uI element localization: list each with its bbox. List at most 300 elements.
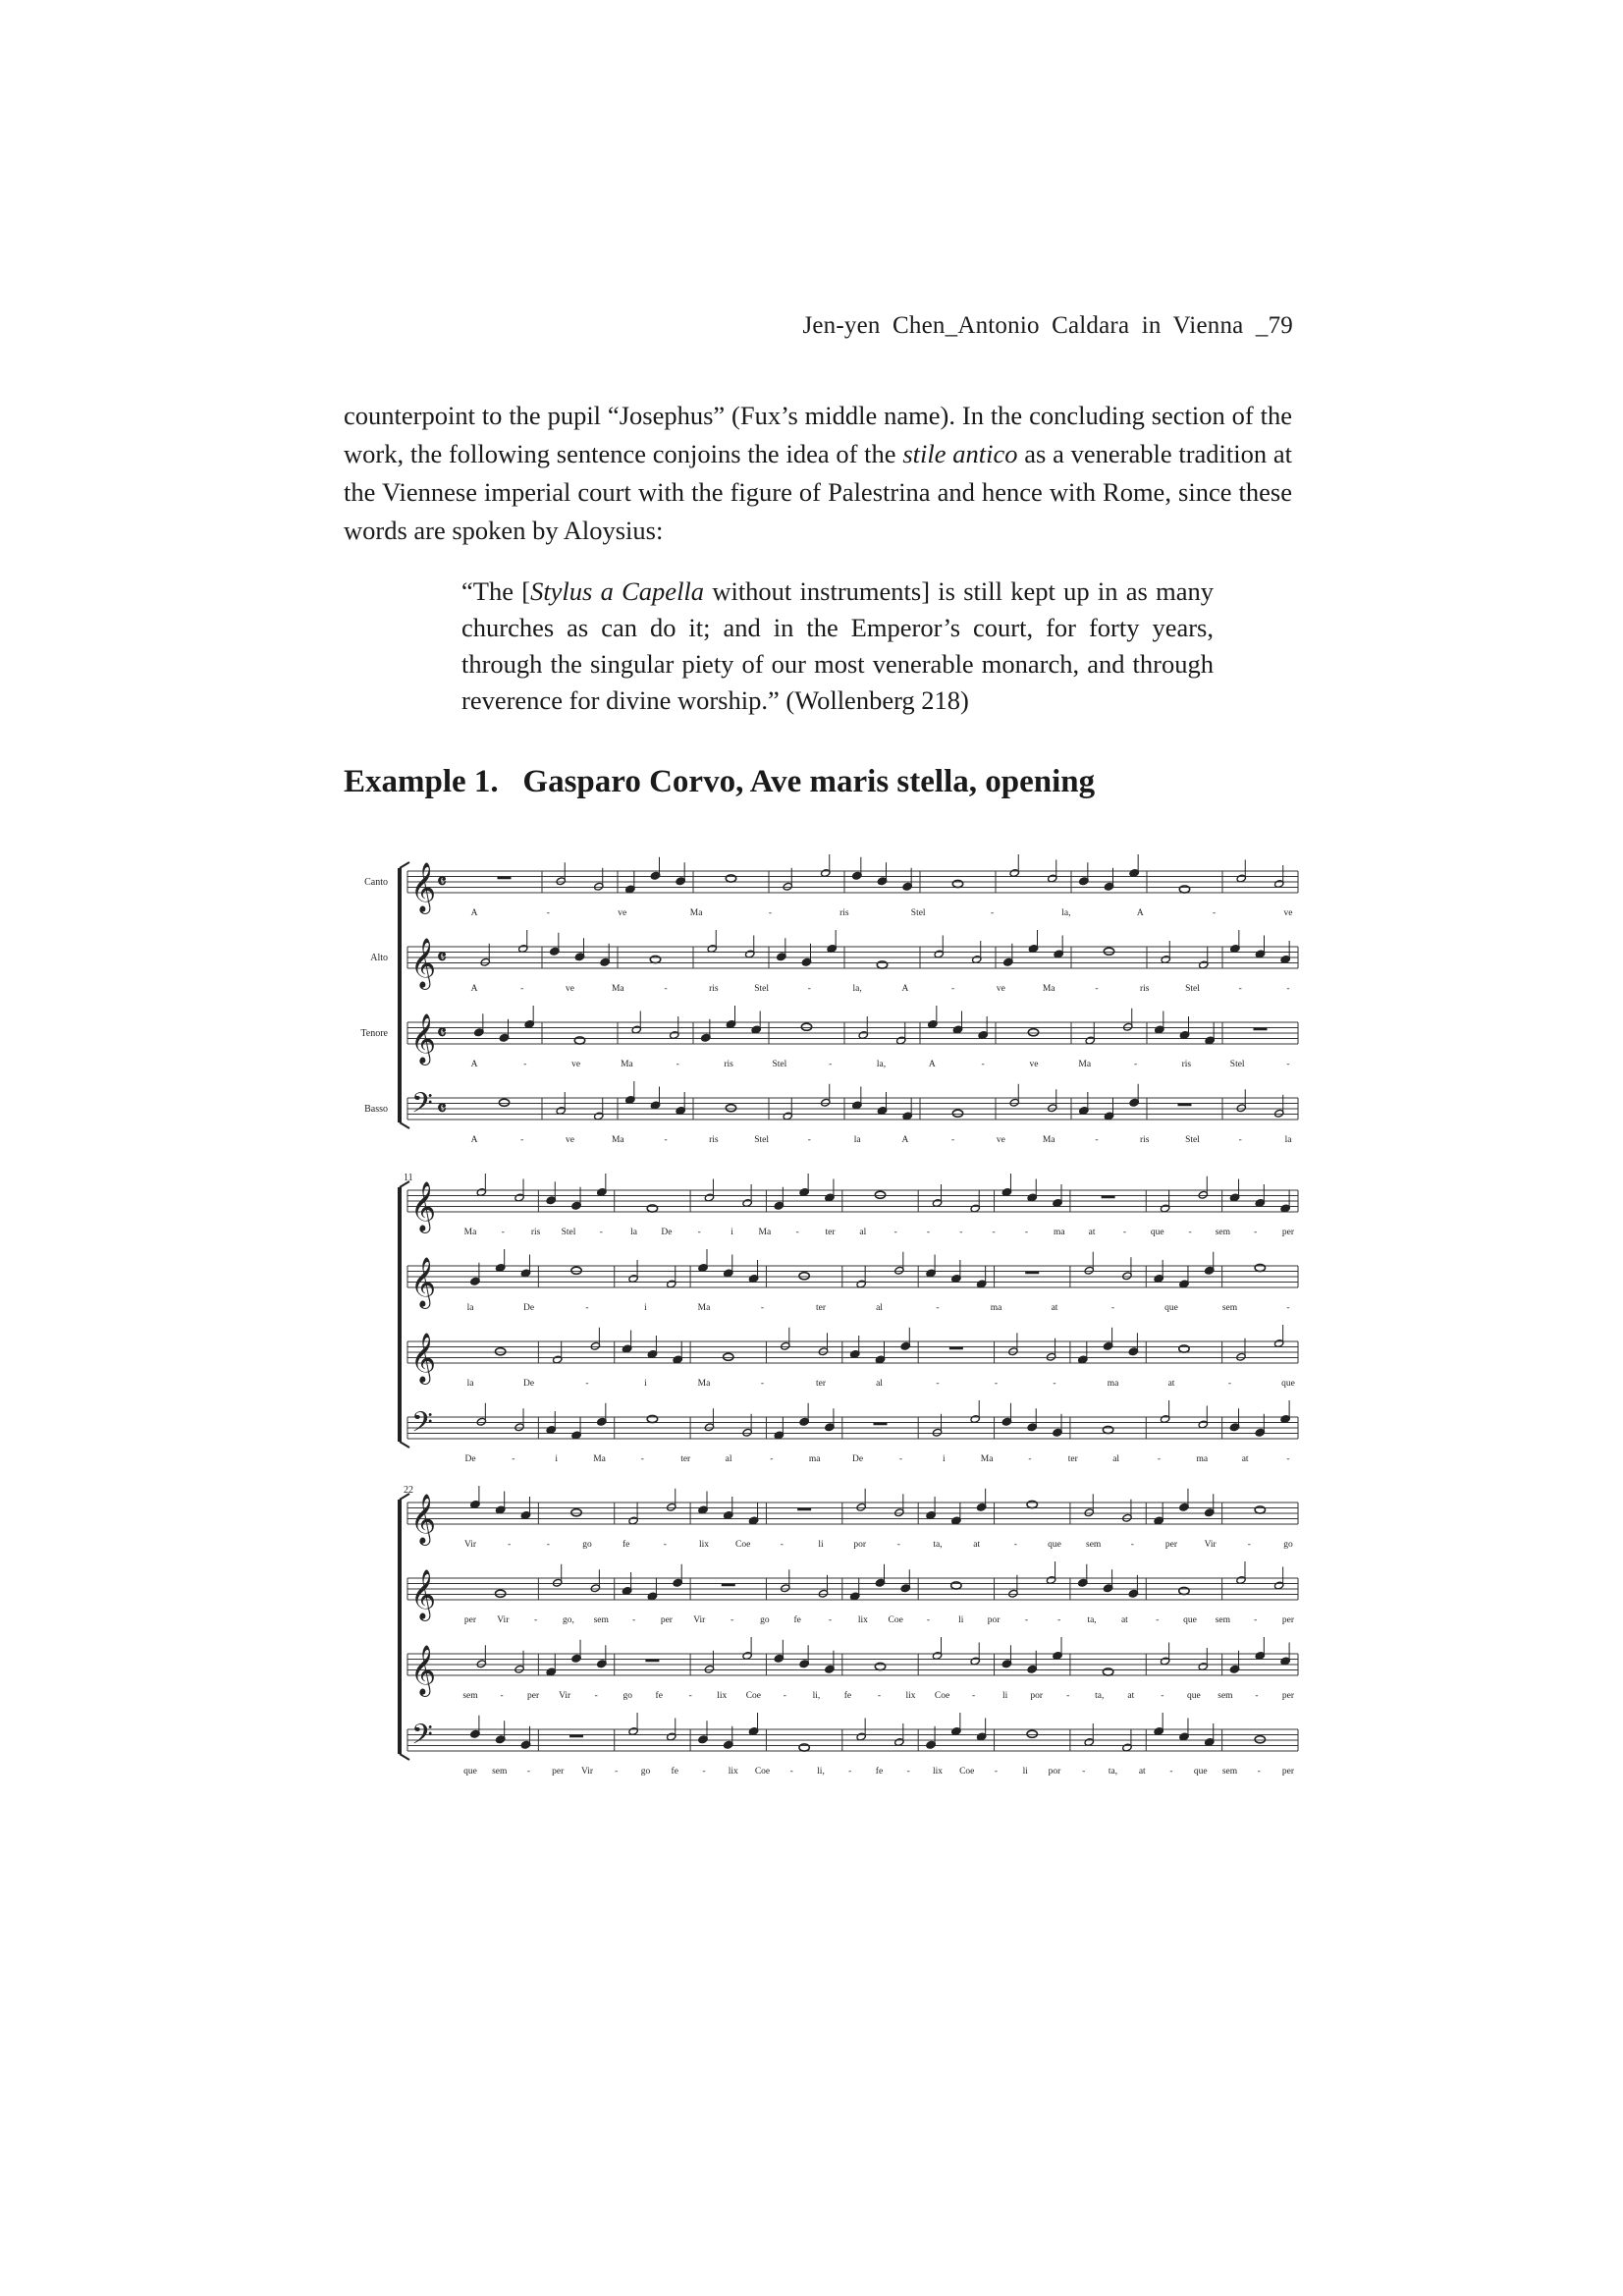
lyric-syllable: Vir — [693, 1615, 706, 1625]
lyric-syllable: lix — [905, 1691, 916, 1701]
lyric-syllable: i — [730, 1228, 733, 1237]
whole-note — [1104, 948, 1113, 955]
lyric-syllable: li — [1022, 1767, 1028, 1777]
lyric-syllable: ris — [530, 1228, 541, 1237]
rest — [1102, 1196, 1115, 1199]
lyric-syllable: - — [789, 1767, 793, 1777]
lyric-syllable: ve — [566, 1135, 575, 1145]
lyric-syllable: ma — [990, 1303, 1002, 1313]
lyric-syllable: ta, — [933, 1540, 943, 1550]
lyric-syllable: - — [992, 1228, 996, 1237]
example-title: Gasparo Corvo, Ave maris stella, opening — [522, 764, 1096, 799]
lyric-syllable: ve — [996, 984, 1005, 994]
rest — [1025, 1272, 1039, 1275]
lyric-syllable: Vir — [463, 1540, 477, 1550]
lyric-syllable: ris — [839, 908, 849, 918]
lyric-syllable: - — [599, 1228, 603, 1237]
lyric-syllable: fe — [875, 1767, 884, 1777]
whole-note — [952, 880, 962, 887]
rest — [645, 1660, 659, 1663]
lyric-syllable: Ma — [593, 1454, 606, 1464]
lyric-syllable: al — [876, 1379, 883, 1389]
lyric-syllable: ris — [709, 984, 719, 994]
paragraph-text-2: as a venerable tradition at the Viennese imperial court with the figure of Palestrina and hence with Rome, since these words are spoken by Aloysius: — [344, 439, 1293, 545]
lyric-syllable: ris — [709, 1135, 719, 1145]
lyric-syllable: fe — [843, 1691, 852, 1701]
rest — [874, 1423, 888, 1426]
lyric-syllable: - — [1213, 908, 1217, 918]
bass-clef: 𝄢 — [411, 1089, 433, 1125]
quote-text-1: “The [ — [461, 576, 531, 606]
whole-note — [495, 1590, 505, 1597]
lyric-syllable: - — [829, 1060, 833, 1069]
whole-note — [1027, 1501, 1037, 1507]
lyric-syllable: fe — [622, 1540, 630, 1550]
time-signature: 𝄴 — [437, 1020, 447, 1045]
lyric-syllable: lix — [857, 1615, 868, 1625]
lyric-syllable: lix — [932, 1767, 944, 1777]
lyric-syllable: Ma — [980, 1454, 994, 1464]
lyric-syllable: - — [981, 1060, 985, 1069]
lyric-syllable: - — [1133, 1060, 1138, 1069]
time-signature: 𝄴 — [437, 869, 447, 894]
whole-note — [574, 1037, 584, 1044]
lyric-syllable: la, — [852, 984, 862, 994]
lyric-syllable: la, — [876, 1060, 887, 1069]
rest — [949, 1347, 963, 1350]
lyric-syllable: - — [936, 1303, 940, 1313]
lyric-syllable: - — [1169, 1767, 1173, 1777]
rest — [498, 877, 512, 880]
lyric-syllable: - — [994, 1767, 999, 1777]
lyric-syllable: - — [926, 1615, 931, 1625]
lyric-syllable: per — [552, 1767, 565, 1777]
lyric-syllable: ma — [808, 1454, 821, 1464]
lyric-syllable: A — [901, 1135, 909, 1145]
whole-note — [801, 1023, 811, 1030]
lyric-syllable: - — [1066, 1691, 1070, 1701]
treble-clef: 𝄞 — [410, 1014, 437, 1063]
bass-clef: 𝄢 — [411, 1408, 433, 1445]
lyric-syllable: li, — [817, 1767, 825, 1777]
lyric-syllable: - — [615, 1767, 619, 1777]
lyric-syllable: - — [632, 1615, 636, 1625]
whole-note — [499, 1099, 509, 1106]
lyric-syllable: sem — [593, 1615, 609, 1625]
lyric-syllable: Coe — [888, 1615, 903, 1625]
lyric-syllable: sem — [492, 1767, 508, 1777]
lyric-syllable: - — [760, 1379, 765, 1389]
lyric-syllable: go — [1283, 1540, 1293, 1550]
treble-clef: 𝄞 — [410, 1570, 437, 1618]
lyric-syllable: - — [898, 1454, 903, 1464]
lyric-syllable: - — [697, 1228, 701, 1237]
paragraph-italic-term: stile antico — [902, 439, 1018, 468]
lyric-syllable: li, — [812, 1691, 821, 1701]
treble-clef: 𝄞 — [410, 1258, 437, 1306]
whole-note — [726, 1105, 735, 1112]
bass-clef: 𝄢 — [411, 1721, 433, 1757]
whole-note — [1103, 1426, 1112, 1433]
lyric-syllable: - — [936, 1379, 940, 1389]
lyric-syllable: Coe — [745, 1691, 762, 1701]
lyric-syllable: - — [585, 1303, 589, 1313]
lyric-syllable: sem — [1221, 1303, 1238, 1313]
lyric-syllable: - — [906, 1767, 910, 1777]
lyric-syllable: Ma — [697, 1379, 711, 1389]
voice-name: Basso — [364, 1104, 388, 1115]
lyric-syllable: - — [1024, 1615, 1029, 1625]
lyric-syllable: Stel — [910, 908, 926, 918]
whole-note — [724, 1353, 733, 1360]
whole-note — [1255, 1264, 1265, 1271]
lyric-syllable: Vir — [559, 1691, 571, 1701]
lyric-syllable: - — [770, 1454, 774, 1464]
treble-clef: 𝄞 — [410, 939, 437, 987]
lyric-syllable: la — [1284, 1135, 1292, 1145]
whole-note — [1028, 1029, 1038, 1036]
lyric-syllable: A — [470, 908, 478, 918]
lyric-syllable: que — [1048, 1540, 1061, 1550]
lyric-syllable: la — [466, 1303, 474, 1313]
lyric-syllable: por — [1048, 1767, 1061, 1777]
lyric-syllable: sem — [1221, 1767, 1238, 1777]
lyric-syllable: at — [1167, 1379, 1175, 1389]
lyric-syllable: ma — [1196, 1454, 1209, 1464]
lyric-syllable: sem — [1217, 1691, 1233, 1701]
treble-clef: 𝄞 — [410, 863, 437, 911]
lyric-syllable: - — [1286, 1454, 1290, 1464]
lyric-syllable: - — [1157, 1454, 1162, 1464]
lyric-syllable: De — [522, 1303, 535, 1313]
voice-name: Alto — [370, 953, 388, 963]
paragraph-text-1: counterpoint to the pupil “Josephus” (Fux’s middle name). In the concluding section of the work, the following sentence conjoins the idea of the — [344, 401, 1292, 468]
lyric-syllable: at — [1127, 1691, 1135, 1701]
lyric-syllable: li — [818, 1540, 824, 1550]
lyric-syllable: sem — [1215, 1228, 1231, 1237]
whole-note — [647, 1415, 657, 1422]
lyric-syllable: ter — [815, 1303, 827, 1313]
lyric-syllable: - — [520, 1135, 524, 1145]
lyric-syllable: go — [760, 1615, 770, 1625]
lyric-syllable: li — [958, 1615, 964, 1625]
lyric-syllable: at — [1120, 1615, 1128, 1625]
lyric-syllable: - — [896, 1540, 900, 1550]
lyric-syllable: per — [527, 1691, 540, 1701]
lyric-syllable: De — [661, 1228, 673, 1237]
lyric-syllable: per — [660, 1615, 673, 1625]
lyric-syllable: - — [951, 984, 955, 994]
lyric-syllable: Ma — [689, 908, 703, 918]
lyric-syllable: - — [848, 1767, 852, 1777]
lyric-syllable: - — [1227, 1379, 1232, 1389]
lyric-syllable: sem — [1086, 1540, 1102, 1550]
system-bracket — [400, 1122, 409, 1128]
lyric-syllable: De — [522, 1379, 535, 1389]
lyric-syllable: Stel — [1185, 1135, 1200, 1145]
lyric-syllable: A — [1136, 908, 1144, 918]
system-bracket — [400, 1442, 409, 1448]
lyric-syllable: por — [1030, 1691, 1044, 1701]
lyric-syllable: - — [1013, 1540, 1017, 1550]
lyric-syllable: que — [1183, 1615, 1197, 1625]
voice-name: Canto — [364, 877, 388, 888]
lyric-syllable: - — [1257, 1767, 1261, 1777]
lyric-syllable: Ma — [697, 1303, 711, 1313]
lyric-syllable: lix — [728, 1767, 738, 1777]
lyric-syllable: - — [783, 1691, 786, 1701]
lyric-syllable: Coe — [934, 1691, 950, 1701]
whole-note — [1255, 1506, 1265, 1513]
system-bracket — [400, 1754, 409, 1760]
lyric-syllable: ve — [571, 1060, 581, 1069]
treble-clef: 𝄞 — [410, 1646, 437, 1694]
lyric-syllable: Coe — [959, 1767, 975, 1777]
lyric-syllable: lix — [717, 1691, 728, 1701]
lyric-syllable: que — [463, 1767, 477, 1777]
example-label: Example 1. — [344, 764, 499, 799]
lyric-syllable: - — [1188, 1228, 1192, 1237]
whole-note — [647, 1205, 657, 1212]
lyric-syllable: i — [644, 1303, 647, 1313]
measure-number: 11 — [404, 1173, 413, 1183]
whole-note — [952, 1110, 962, 1117]
rest — [569, 1735, 583, 1738]
lyric-syllable: la — [466, 1379, 474, 1389]
whole-note — [875, 1663, 885, 1669]
lyric-syllable: li — [1002, 1691, 1008, 1701]
lyric-syllable: al — [1112, 1454, 1120, 1464]
lyric-syllable: A — [470, 984, 478, 994]
lyric-syllable: per — [463, 1615, 477, 1625]
lyric-syllable: ris — [1181, 1060, 1192, 1069]
whole-note — [1255, 1736, 1265, 1743]
lyric-syllable: ve — [618, 908, 627, 918]
voice-name: Tenore — [360, 1028, 388, 1039]
whole-note — [1179, 886, 1189, 893]
lyric-syllable: ma — [1053, 1228, 1065, 1237]
lyric-syllable: per — [1164, 1540, 1178, 1550]
lyric-syllable: - — [1082, 1767, 1086, 1777]
lyric-syllable: Ma — [1078, 1060, 1092, 1069]
lyric-syllable: - — [972, 1691, 976, 1701]
lyric-syllable: - — [1161, 1691, 1164, 1701]
lyric-syllable: - — [1028, 1454, 1032, 1464]
whole-note — [1027, 1730, 1037, 1737]
lyric-syllable: per — [1281, 1615, 1295, 1625]
lyric-syllable: - — [676, 1060, 679, 1069]
lyric-syllable: al — [725, 1454, 732, 1464]
lyric-syllable: Stel — [754, 1135, 769, 1145]
lyric-syllable: fe — [671, 1767, 678, 1777]
lyric-syllable: - — [664, 1135, 668, 1145]
lyric-syllable: - — [585, 1379, 589, 1389]
time-signature: 𝄴 — [437, 945, 447, 969]
whole-note — [877, 961, 887, 968]
lyric-syllable: ve — [566, 984, 575, 994]
lyric-syllable: la — [853, 1135, 861, 1145]
lyric-syllable: - — [1053, 1379, 1056, 1389]
lyric-syllable: Coe — [735, 1540, 751, 1550]
lyric-syllable: ta, — [1108, 1767, 1118, 1777]
lyric-syllable: ter — [815, 1379, 827, 1389]
lyric-syllable: - — [1130, 1540, 1134, 1550]
lyric-syllable: la — [630, 1228, 638, 1237]
lyric-syllable: - — [1238, 1135, 1242, 1145]
lyric-syllable: ve — [1029, 1060, 1039, 1069]
lyric-syllable: - — [594, 1691, 598, 1701]
lyric-syllable: go, — [563, 1615, 574, 1625]
lyric-syllable: - — [1238, 984, 1242, 994]
lyric-syllable: ris — [1139, 1135, 1150, 1145]
lyric-syllable: per — [1281, 1691, 1295, 1701]
lyric-syllable: per — [1281, 1228, 1295, 1237]
treble-clef: 𝄞 — [410, 1334, 437, 1382]
lyric-syllable: i — [644, 1379, 647, 1389]
running-head: Jen-yen Chen_Antonio Caldara in Vienna _79 — [802, 312, 1293, 339]
lyric-syllable: A — [470, 1060, 478, 1069]
lyric-syllable: at — [1051, 1303, 1058, 1313]
lyric-syllable: - — [688, 1691, 692, 1701]
whole-note — [1179, 1345, 1189, 1352]
lyric-syllable: - — [523, 1060, 527, 1069]
lyric-syllable: ve — [1283, 908, 1293, 918]
lyric-syllable: fe — [793, 1615, 801, 1625]
lyric-syllable: Vir — [497, 1615, 510, 1625]
rest — [722, 1584, 735, 1587]
lyric-syllable: i — [942, 1454, 946, 1464]
lyric-syllable: Vir — [580, 1767, 594, 1777]
whole-note — [1103, 1668, 1112, 1675]
lyric-syllable: - — [500, 1691, 504, 1701]
lyric-syllable: Ma — [1042, 984, 1055, 994]
whole-note — [495, 1348, 505, 1355]
lyric-syllable: ve — [996, 1135, 1005, 1145]
lyric-syllable: - — [768, 908, 773, 918]
quote-text-2: without instruments] is still kept up in as many churches as can do it; and in the Emperor’s court, for forty years, through the singular piety of our most venerable monarch, and through reverence for divine worship.” (Wollenberg 218) — [461, 576, 1215, 715]
rest — [1178, 1104, 1192, 1107]
lyric-syllable: Stel — [561, 1228, 576, 1237]
lyric-syllable: - — [1286, 1303, 1290, 1313]
lyric-syllable: Stel — [1185, 984, 1200, 994]
lyric-syllable: Ma — [611, 984, 624, 994]
lyric-syllable: i — [555, 1454, 559, 1464]
lyric-syllable: - — [807, 1135, 811, 1145]
lyric-syllable: - — [546, 1540, 550, 1550]
lyric-syllable: - — [512, 1454, 515, 1464]
whole-note — [799, 1744, 809, 1751]
lyric-syllable: Stel — [754, 984, 769, 994]
lyric-syllable: - — [926, 1228, 931, 1237]
lyric-syllable: - — [664, 984, 668, 994]
lyric-syllable: Ma — [621, 1060, 633, 1069]
lyric-syllable: - — [520, 984, 524, 994]
whole-note — [726, 875, 735, 882]
lyric-syllable: Stel — [1229, 1060, 1245, 1069]
lyric-syllable: A — [901, 984, 909, 994]
lyric-syllable: ta, — [1095, 1691, 1105, 1701]
lyric-syllable: at — [1088, 1228, 1096, 1237]
lyric-syllable: per — [1281, 1767, 1295, 1777]
lyric-syllable: - — [702, 1767, 706, 1777]
lyric-syllable: - — [1156, 1615, 1160, 1625]
lyric-syllable: - — [1286, 984, 1290, 994]
lyric-syllable: - — [1254, 1228, 1258, 1237]
lyric-syllable: go — [622, 1691, 632, 1701]
lyric-syllable: A — [928, 1060, 936, 1069]
whole-note — [1179, 1587, 1189, 1594]
time-signature: 𝄴 — [437, 1096, 447, 1121]
lyric-syllable: Vir — [1204, 1540, 1217, 1550]
lyric-syllable: - — [1024, 1228, 1029, 1237]
lyric-syllable: - — [640, 1454, 644, 1464]
whole-note — [875, 1191, 885, 1198]
lyric-syllable: - — [951, 1135, 955, 1145]
lyric-syllable: al — [859, 1228, 867, 1237]
lyric-syllable: - — [501, 1228, 505, 1237]
lyric-syllable: - — [760, 1303, 765, 1313]
lyric-syllable: - — [877, 1691, 882, 1701]
lyric-syllable: que — [1193, 1767, 1208, 1777]
lyric-syllable: - — [508, 1540, 512, 1550]
lyric-syllable: - — [526, 1767, 531, 1777]
lyric-syllable: la, — [1061, 908, 1071, 918]
lyric-syllable: at — [1138, 1767, 1146, 1777]
lyric-syllable: Ma — [611, 1135, 624, 1145]
lyric-syllable: que — [1150, 1228, 1164, 1237]
quote-italic-term: Stylus a Capella — [530, 576, 705, 606]
lyric-syllable: - — [534, 1615, 538, 1625]
lyric-syllable: - — [1254, 1615, 1258, 1625]
lyric-syllable: por — [853, 1540, 867, 1550]
lyric-syllable: - — [807, 984, 811, 994]
lyric-syllable: Stel — [772, 1060, 787, 1069]
lyric-syllable: que — [1187, 1691, 1201, 1701]
rest — [1254, 1028, 1268, 1031]
lyric-syllable: - — [663, 1540, 667, 1550]
system-bracket — [400, 862, 409, 868]
rest — [797, 1508, 811, 1511]
lyric-syllable: - — [1122, 1228, 1126, 1237]
lyric-syllable: que — [1164, 1303, 1178, 1313]
lyric-syllable: - — [730, 1615, 734, 1625]
lyric-syllable: - — [1095, 1135, 1099, 1145]
whole-note — [951, 1582, 961, 1589]
whole-note — [650, 956, 660, 962]
lyric-syllable: fe — [655, 1691, 663, 1701]
lyric-syllable: ter — [825, 1228, 836, 1237]
lyric-syllable: ris — [1139, 984, 1150, 994]
lyric-syllable: lix — [698, 1540, 710, 1550]
lyric-syllable: go — [582, 1540, 592, 1550]
lyric-syllable: ter — [680, 1454, 691, 1464]
lyric-syllable: - — [1255, 1691, 1259, 1701]
lyric-syllable: al — [876, 1303, 883, 1313]
lyric-syllable: sem — [1215, 1615, 1231, 1625]
lyric-syllable: ma — [1107, 1379, 1119, 1389]
lyric-syllable: ter — [1067, 1454, 1078, 1464]
lyric-syllable: - — [1095, 984, 1099, 994]
lyric-syllable: A — [470, 1135, 478, 1145]
lyric-syllable: - — [795, 1228, 799, 1237]
lyric-syllable: Ma — [463, 1228, 477, 1237]
lyric-syllable: - — [546, 908, 550, 918]
lyric-syllable: - — [893, 1228, 897, 1237]
lyric-syllable: - — [1057, 1615, 1061, 1625]
lyric-syllable: at — [973, 1540, 981, 1550]
lyric-syllable: Coe — [754, 1767, 771, 1777]
lyric-syllable: que — [1281, 1379, 1295, 1389]
